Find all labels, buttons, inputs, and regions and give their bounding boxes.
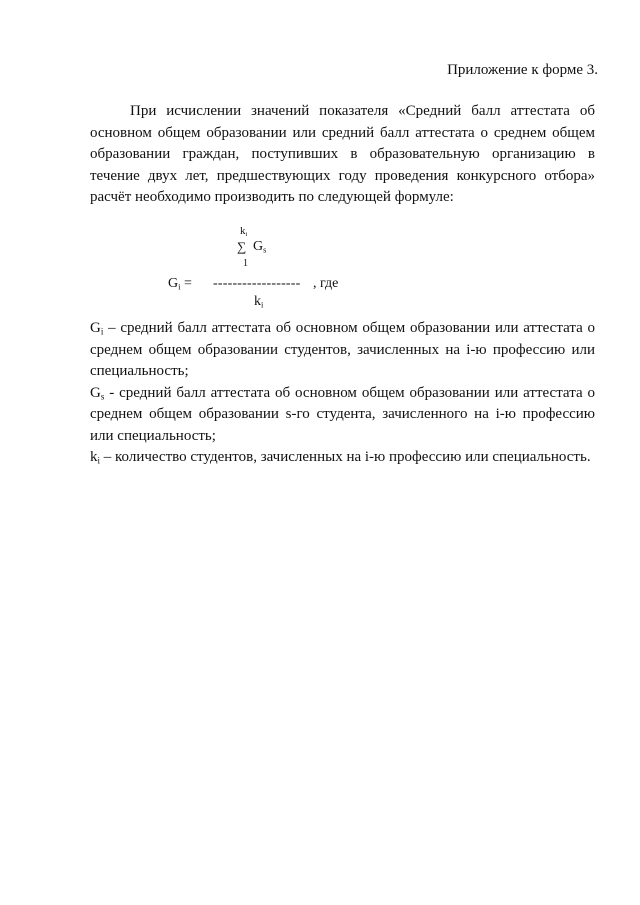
intro-paragraph: При исчислении значений показателя «Средний балл аттестата об основном общем образовании или средний балл аттестата о среднем общем образовании граждан, поступивших в образовательную организацию в течение двух лет, предшествующих году проведения конкурсного отбора» расчёт необходимо производить по следующей формуле: — [90, 103, 595, 205]
definition-symbol-sub: i — [97, 455, 101, 466]
definition-symbol-sub: s — [100, 391, 105, 402]
formula-where: , где — [313, 276, 339, 291]
formula-lhs — [168, 275, 192, 293]
definition-text: - средний балл аттестата об основном общем образовании или аттестата о среднем общем образовании s-го студента, зачисленного на i-ю профессию или специальность; — [90, 384, 595, 444]
denominator-base: k — [254, 294, 261, 309]
sum-upper-limit — [240, 225, 247, 237]
definition-symbol: G — [90, 320, 101, 336]
summand-sub: s — [263, 245, 267, 255]
definition-text: – количество студентов, зачисленных на i-ю профессию или специальность. — [100, 449, 591, 465]
lhs-sub: i — [178, 282, 181, 292]
equals-sign: = — [183, 276, 192, 291]
lhs-base: G — [168, 276, 179, 291]
definition-ki — [90, 447, 595, 469]
definition-gs — [90, 383, 595, 448]
appendix-note: Приложение к форме 3. — [447, 62, 598, 78]
fraction-line: ------------------ — [213, 276, 301, 291]
definition-symbol: G — [90, 384, 101, 401]
summand — [253, 239, 266, 255]
definition-symbol: k — [90, 449, 98, 465]
summand-base: G — [253, 239, 264, 254]
sum-upper-limit-sub: i — [245, 230, 248, 238]
definition-symbol-sub: i — [100, 326, 104, 337]
definition-gi — [90, 318, 595, 383]
definition-text: – средний балл аттестата об основном общем образовании или аттестата о среднем общем образовании студентов, зачисленных на i-ю профессию или специальность; — [90, 320, 595, 379]
denominator-sub: i — [261, 300, 264, 310]
sum-symbol: ∑ — [237, 239, 247, 254]
sum-upper-limit-base: k — [240, 225, 246, 237]
formula-denominator — [254, 294, 263, 310]
formula-block — [0, 0, 640, 320]
sum-lower-limit: 1 — [243, 258, 248, 269]
definitions — [90, 318, 595, 469]
